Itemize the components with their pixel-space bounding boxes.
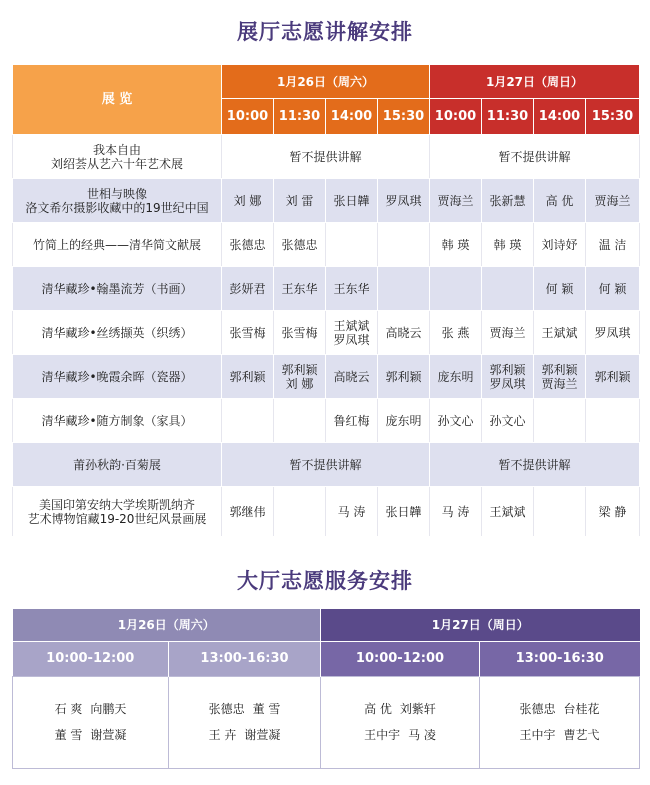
guide-cell [534, 355, 586, 399]
guide-cell [482, 223, 534, 267]
guide-cell [430, 399, 482, 443]
exhibition-name [13, 487, 222, 537]
guide-cell [378, 179, 430, 223]
no-service-cell: 暂不提供讲解 [430, 443, 640, 487]
volunteer-pair [360, 722, 440, 748]
volunteer-name: 石 爽 [54, 702, 83, 716]
volunteer-name: 马 凌 [408, 728, 436, 742]
guide-cell [430, 267, 482, 311]
volunteer-pair [51, 696, 131, 722]
exhibition-name-line: 竹简上的经典——清华简文献展 [32, 237, 201, 252]
guide-name: 韩 瑛 [441, 237, 470, 252]
guide-cell [326, 223, 378, 267]
guide-name: 马 涛 [337, 504, 366, 519]
guide-name: 王斌斌 [333, 318, 370, 333]
exhibition-name [13, 267, 222, 311]
guide-cell [326, 399, 378, 443]
time-slot-header: 14:00 [534, 99, 586, 135]
time-slot-header: 15:30 [378, 99, 430, 135]
hall-service-table [12, 609, 640, 769]
table-row [13, 355, 640, 399]
guide-name: 刘 雷 [285, 193, 314, 208]
guide-name: 庞东明 [437, 369, 474, 384]
exhibition-schedule-title: 展厅志愿讲解安排 [237, 20, 413, 44]
exhibition-name-line: 清华藏珍•随方制象（家具） [41, 413, 193, 428]
hall-volunteer-cell [13, 676, 169, 768]
guide-name: 罗凤琪 [385, 193, 422, 208]
exhibition-name [13, 179, 222, 223]
hall-service-title: 大厅志愿服务安排 [237, 569, 413, 593]
guide-cell [482, 311, 534, 355]
guide-cell [222, 223, 274, 267]
guide-cell [430, 223, 482, 267]
guide-cell [482, 355, 534, 399]
guide-name: 罗凤琪 [489, 376, 526, 391]
exhibition-name [13, 355, 222, 399]
time-slot-header: 10:00 [222, 99, 274, 135]
guide-cell [482, 487, 534, 537]
guide-cell [326, 179, 378, 223]
exhibition-name-line: 我本自由 [92, 142, 141, 157]
guide-cell [222, 311, 274, 355]
guide-name: 郭利颖 [385, 369, 422, 384]
exhibition-schedule-table [12, 64, 640, 537]
guide-name: 郭继伟 [229, 504, 266, 519]
guide-name: 王东华 [281, 281, 318, 296]
guide-name: 罗凤琪 [333, 332, 370, 347]
volunteer-name: 高 优 [364, 702, 392, 716]
guide-name: 张雪梅 [229, 325, 266, 340]
guide-cell [430, 487, 482, 537]
guide-name: 高晓云 [333, 369, 370, 384]
time-slot-header: 10:00 [430, 99, 482, 135]
guide-cell [586, 487, 640, 537]
guide-cell [274, 487, 326, 537]
guide-name: 温 洁 [598, 237, 627, 252]
time-slot-header: 15:30 [586, 99, 640, 135]
guide-name: 何 颖 [598, 281, 627, 296]
guide-name: 张雪梅 [281, 325, 318, 340]
volunteer-name: 向鹏天 [90, 702, 127, 716]
guide-cell [378, 399, 430, 443]
guide-name: 韩 瑛 [493, 237, 522, 252]
hall-slot-header: 13:00-16:30 [480, 641, 640, 676]
exhibition-name [13, 443, 222, 487]
guide-name: 鲁红梅 [333, 413, 370, 428]
guide-cell [378, 355, 430, 399]
guide-cell [326, 487, 378, 537]
volunteer-name: 谢萱凝 [244, 728, 281, 742]
guide-name: 梁 静 [598, 504, 627, 519]
guide-name: 贾海兰 [437, 193, 474, 208]
hall-slot-header: 10:00-12:00 [321, 641, 480, 676]
table-row [13, 443, 640, 487]
guide-cell [430, 179, 482, 223]
hall-volunteer-cell [480, 676, 640, 768]
guide-cell [274, 355, 326, 399]
exhibition-name-line: 清华藏珍•晚霞余晖（瓷器） [41, 369, 193, 384]
guide-cell [378, 311, 430, 355]
guide-name: 郭利颖 [281, 362, 318, 377]
guide-cell [222, 399, 274, 443]
volunteer-pair [51, 722, 131, 748]
exhibition-name-line: 洛文希尔摄影收藏中的19世纪中国 [25, 200, 209, 215]
guide-name: 罗凤琪 [594, 325, 631, 340]
table-row [13, 223, 640, 267]
exhibition-name-line: 世相与映像 [86, 186, 147, 201]
guide-cell [326, 311, 378, 355]
exhibition-name-line: 美国印第安纳大学埃斯凯纳齐 [38, 497, 195, 512]
exhibition-name-line: 艺术博物馆藏19-20世纪风景画展 [27, 511, 207, 526]
guide-cell [534, 311, 586, 355]
guide-cell [586, 267, 640, 311]
guide-name: 郭利颖 [229, 369, 266, 384]
guide-cell [274, 267, 326, 311]
guide-cell [274, 399, 326, 443]
volunteer-pair [515, 696, 603, 722]
table-row [13, 399, 640, 443]
guide-cell [534, 267, 586, 311]
exhibition-name-line: 莆孙秋韵·百菊展 [73, 457, 161, 472]
guide-name: 贾海兰 [594, 193, 631, 208]
guide-cell [326, 355, 378, 399]
guide-name: 刘 娜 [285, 376, 314, 391]
guide-cell [534, 487, 586, 537]
volunteer-name: 台桂花 [563, 702, 600, 716]
day-header-jan27: 1月27日（周日） [430, 65, 640, 99]
exhibition-name [13, 223, 222, 267]
guide-cell [482, 267, 534, 311]
volunteer-name: 刘紫轩 [399, 702, 436, 716]
guide-name: 刘 娜 [233, 193, 262, 208]
guide-name: 庞东明 [385, 413, 422, 428]
volunteer-pair [205, 696, 285, 722]
guide-name: 彭妍君 [229, 281, 266, 296]
exhibition-name [13, 311, 222, 355]
guide-name: 张日韡 [333, 193, 370, 208]
guide-name: 张德忠 [229, 237, 266, 252]
guide-cell [222, 487, 274, 537]
guide-cell [534, 179, 586, 223]
hall-volunteer-cell [321, 676, 480, 768]
guide-name: 张日韡 [385, 504, 422, 519]
guide-name: 张 燕 [441, 325, 470, 340]
volunteer-pair [205, 722, 285, 748]
guide-cell [222, 355, 274, 399]
guide-name: 张新慧 [489, 193, 526, 208]
volunteer-name: 张德忠 [519, 702, 556, 716]
guide-name: 郭利颖 [594, 369, 631, 384]
guide-name: 高晓云 [385, 325, 422, 340]
guide-cell [586, 223, 640, 267]
guide-cell [430, 311, 482, 355]
guide-name: 王东华 [333, 281, 370, 296]
exhibition-name-line: 清华藏珍•翰墨流芳（书画） [41, 281, 193, 296]
guide-cell [274, 311, 326, 355]
guide-name: 孙文心 [489, 413, 526, 428]
volunteer-name: 董 雪 [252, 702, 281, 716]
guide-cell [222, 179, 274, 223]
volunteer-name: 谢萱凝 [90, 728, 127, 742]
guide-cell [586, 311, 640, 355]
hall-volunteer-cell [169, 676, 321, 768]
hall-day-header-jan26: 1月26日（周六） [13, 609, 321, 641]
no-service-cell: 暂不提供讲解 [222, 135, 430, 179]
guide-cell [534, 223, 586, 267]
volunteer-name: 曹艺弋 [563, 728, 600, 742]
guide-name: 郭利颖 [489, 362, 526, 377]
volunteer-name: 王中宇 [519, 728, 556, 742]
table-row [13, 311, 640, 355]
volunteer-name: 王 卉 [208, 728, 237, 742]
time-slot-header: 11:30 [482, 99, 534, 135]
exhibition-name-line: 刘绍荟从艺六十年艺术展 [50, 156, 183, 171]
guide-cell [222, 267, 274, 311]
table-row [13, 135, 640, 179]
guide-name: 刘诗妤 [541, 237, 578, 252]
guide-cell [586, 355, 640, 399]
guide-cell [482, 179, 534, 223]
guide-name: 贾海兰 [541, 376, 578, 391]
guide-cell [430, 355, 482, 399]
guide-cell [378, 487, 430, 537]
guide-cell [586, 399, 640, 443]
volunteer-pair [515, 722, 603, 748]
hall-slot-header: 13:00-16:30 [169, 641, 321, 676]
no-service-cell: 暂不提供讲解 [430, 135, 640, 179]
guide-name: 贾海兰 [489, 325, 526, 340]
guide-name: 孙文心 [437, 413, 474, 428]
no-service-cell: 暂不提供讲解 [222, 443, 430, 487]
time-slot-header: 14:00 [326, 99, 378, 135]
guide-name: 王斌斌 [541, 325, 578, 340]
exhibition-name [13, 135, 222, 179]
exhibition-name [13, 399, 222, 443]
guide-name: 高 优 [545, 193, 574, 208]
exhibition-name-line: 清华藏珍•丝绣撷英（织绣） [41, 325, 193, 340]
guide-cell [378, 267, 430, 311]
table-row [13, 179, 640, 223]
hall-slot-header: 10:00-12:00 [13, 641, 169, 676]
hall-day-header-jan27: 1月27日（周日） [321, 609, 640, 641]
guide-name: 何 颖 [545, 281, 574, 296]
day-header-jan26: 1月26日（周六） [222, 65, 430, 99]
guide-cell [274, 223, 326, 267]
exhibition-header: 展 览 [13, 65, 222, 135]
guide-cell [274, 179, 326, 223]
volunteer-pair [360, 696, 440, 722]
table-row [13, 487, 640, 537]
guide-name: 张德忠 [281, 237, 318, 252]
table-row [13, 267, 640, 311]
volunteer-name: 王中宇 [364, 728, 401, 742]
guide-cell [586, 179, 640, 223]
volunteer-name: 张德忠 [208, 702, 245, 716]
guide-cell [378, 223, 430, 267]
volunteer-name: 董 雪 [54, 728, 83, 742]
guide-name: 郭利颖 [541, 362, 578, 377]
guide-cell [534, 399, 586, 443]
guide-cell [482, 399, 534, 443]
guide-name: 王斌斌 [489, 504, 526, 519]
guide-name: 马 涛 [441, 504, 470, 519]
guide-cell [326, 267, 378, 311]
time-slot-header: 11:30 [274, 99, 326, 135]
